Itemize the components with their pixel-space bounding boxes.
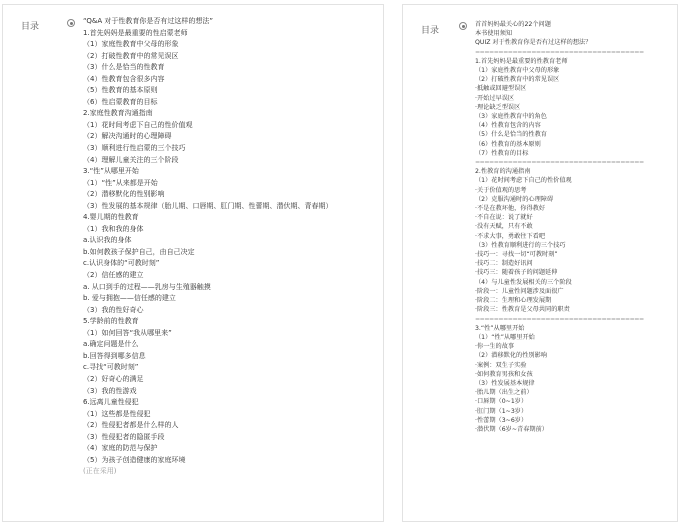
left-toc-line: a.确定问题是什么 — [83, 340, 139, 349]
right-toc-line: （3）家庭性教育中的角色 — [475, 113, 547, 121]
right-toc-line: ·案例：双生子实验 — [475, 361, 527, 369]
left-toc-line: （1）如何回答“我从哪里来” — [83, 328, 172, 337]
left-toc-line: （2）潜移默化的性别影响 — [83, 190, 165, 199]
right-toc-line: ·理论缺乏型误区 — [475, 103, 521, 111]
right-toc-line: ·抵触或回避型误区 — [475, 85, 527, 93]
left-toc-line: 5.学龄前的性教育 — [83, 317, 139, 326]
left-toc-line: b.如何教孩子保护自己，由自己决定 — [83, 247, 195, 256]
left-toc-line: （1）家庭性教育中父母的形象 — [83, 40, 179, 49]
right-toc-line: （2）潜移默化的性别影响 — [475, 352, 547, 360]
right-toc-line: 1.首先妈妈是最重要的性教育老师 — [475, 57, 568, 65]
right-toc-line: （5）什么是恰当的性教育 — [475, 131, 547, 139]
right-toc-line: ·没有天赋，只有不敢 — [475, 223, 533, 231]
left-toc-line: （5）为孩子创造健康的家庭环境 — [83, 455, 186, 464]
right-toc-line: （7）性教育的目标 — [475, 149, 529, 157]
left-toc-line: b. 爱与拥抱——信任感的建立 — [83, 294, 176, 303]
right-toc-line: QUIZ 对于性教育你是否有过这样的想法？ — [475, 39, 592, 47]
right-toc-line: ·不求大事，勇敢往下看吧 — [475, 232, 546, 240]
right-toc-list — [475, 20, 673, 434]
left-toc-line: （2）信任感的建立 — [83, 271, 144, 280]
right-toc-line: ·关于价值观的思考 — [475, 186, 527, 194]
right-toc-line: ·技巧一：寻找一切“可教时刻” — [475, 251, 558, 259]
right-toc-line: 首首妈妈最关心的22个问题 — [475, 21, 551, 28]
left-toc-panel — [2, 4, 384, 522]
right-toc-line: （1）花时间考虑下自己的性价值观 — [475, 177, 572, 185]
left-toc-line: 3.“性”从哪里开始 — [83, 167, 139, 176]
right-toc-panel — [402, 4, 678, 522]
left-toc-line: （3）性侵犯者的隐匿手段 — [83, 432, 165, 441]
right-toc-line: 本书使用须知 — [475, 30, 513, 38]
left-toc-line: （1）这些都是性侵犯 — [83, 409, 151, 418]
right-toc-line: ·技巧三：随着孩子的问题延伸 — [475, 269, 558, 277]
left-toc-line: （3）顺利进行性启蒙的三个技巧 — [83, 144, 186, 153]
left-toc-line: （1）我和我的身体 — [83, 224, 144, 233]
left-toc-line: （3）性发展的基本规律（胎儿期、口唇期、肛门期、性蕾期、潜伏期、青春期） — [83, 201, 333, 210]
left-toc-line: “Q&A 对于性教育你是否有过这样的想法” — [83, 17, 213, 25]
left-toc-line: （1）“性”从来都是开始 — [83, 178, 158, 187]
left-toc-line: （3）我的性游戏 — [83, 386, 137, 395]
right-toc-line: ·你一生的故事 — [475, 343, 515, 351]
right-toc-line: ·潜伏期（6岁~青春期前） — [475, 425, 548, 433]
right-toc-line: （2）打破性教育中的常见误区 — [475, 76, 560, 84]
right-toc-line: （4）性教育包含的内容 — [475, 122, 541, 130]
left-toc-line: （6）性启蒙教育的目标 — [83, 97, 158, 106]
right-toc-line: ==================================== — [475, 315, 644, 323]
right-toc-radio[interactable] — [459, 22, 467, 30]
right-toc-line: （2）克服沟通时的心理障碍 — [475, 195, 554, 203]
right-toc-line: 2.性教育的沟通指南 — [475, 168, 531, 176]
right-toc-line: ·口唇期（0~1岁） — [475, 398, 528, 406]
right-toc-line: ·不是在教坏他，你得教好 — [475, 205, 546, 213]
left-toc-line: （3）什么是恰当的性教育 — [83, 63, 165, 72]
left-toc-line: 1.首先妈妈是最重要的性启蒙老师 — [83, 28, 188, 37]
right-toc-line: （1）家庭性教育中父母的形象 — [475, 67, 560, 75]
left-toc-list — [83, 16, 379, 478]
left-toc-line: （2）解决沟通时的心理障碍 — [83, 132, 172, 141]
left-toc-line: 2.家庭性教育沟通指南 — [83, 109, 153, 118]
right-toc-line: ·阶段一：儿童性问题涉及面很广 — [475, 287, 564, 295]
left-toc-line: a. 从口到手的过程——乳房与生殖器触摸 — [83, 282, 211, 291]
left-toc-line: a.认识我的身体 — [83, 236, 132, 245]
right-toc-line: ·技巧二：制造好讯问 — [475, 260, 533, 268]
right-toc-label: 目录 — [421, 26, 440, 36]
right-toc-line: （4）与儿童性发展相关的三个阶段 — [475, 278, 572, 286]
left-toc-line: （3）我的性好奇心 — [83, 305, 144, 314]
left-toc-line: （5）性教育的基本原则 — [83, 86, 158, 95]
left-toc-line: （1）花时间考虑下自己的性价值观 — [83, 120, 193, 129]
right-toc-line: ·开始过早误区 — [475, 94, 515, 102]
right-toc-line: （3）性教育顺利进行的三个技巧 — [475, 241, 566, 249]
left-toc-line: b.回答得到哪多信息 — [83, 351, 146, 360]
left-toc-line: （4）理解儿童关注的三个阶段 — [83, 155, 179, 164]
left-toc-line: 4.婴儿期的性教育 — [83, 213, 139, 222]
right-toc-line: （1）“性”从哪里开始 — [475, 333, 535, 341]
left-toc-line: c.寻找“可教时刻” — [83, 363, 139, 372]
right-toc-line: （3）性发展基本规律 — [475, 379, 535, 387]
left-toc-line: c.认识身体的“可教时刻” — [83, 259, 160, 268]
left-toc-line: 6.远离儿童性侵犯 — [83, 398, 139, 407]
right-toc-line: （6）性教育的基本原则 — [475, 140, 541, 148]
left-toc-line: （2）打破性教育中的常见误区 — [83, 51, 179, 60]
right-toc-line: ·阶段三：性教育是父母共同的职责 — [475, 306, 570, 314]
right-toc-line: ·不自在说：说了就好 — [475, 214, 533, 222]
right-toc-line: ·阶段二：生理和心理发展期 — [475, 297, 552, 305]
right-toc-line: ·如何教育男孩和女孩 — [475, 370, 533, 378]
right-toc-line: ·胎儿期（出生之前） — [475, 389, 533, 397]
left-toc-line: (正在采用) — [83, 467, 117, 476]
right-toc-line: ==================================== — [475, 48, 644, 56]
right-toc-line: ·肛门期（1~3岁） — [475, 407, 528, 415]
right-toc-line: ==================================== — [475, 159, 644, 167]
left-toc-line: （4）性教育包含很多内容 — [83, 74, 165, 83]
left-toc-label: 目录 — [21, 22, 40, 32]
right-toc-line: ·性蕾期（3~6岁） — [475, 416, 528, 424]
left-toc-radio[interactable] — [67, 19, 75, 27]
left-toc-line: （4）家庭的防范与保护 — [83, 444, 158, 453]
right-toc-line: 3.“性”从哪里开始 — [475, 324, 525, 332]
left-toc-line: （2）性侵犯者都是什么样的人 — [83, 421, 179, 430]
left-toc-line: （2）好奇心的满足 — [83, 374, 144, 383]
